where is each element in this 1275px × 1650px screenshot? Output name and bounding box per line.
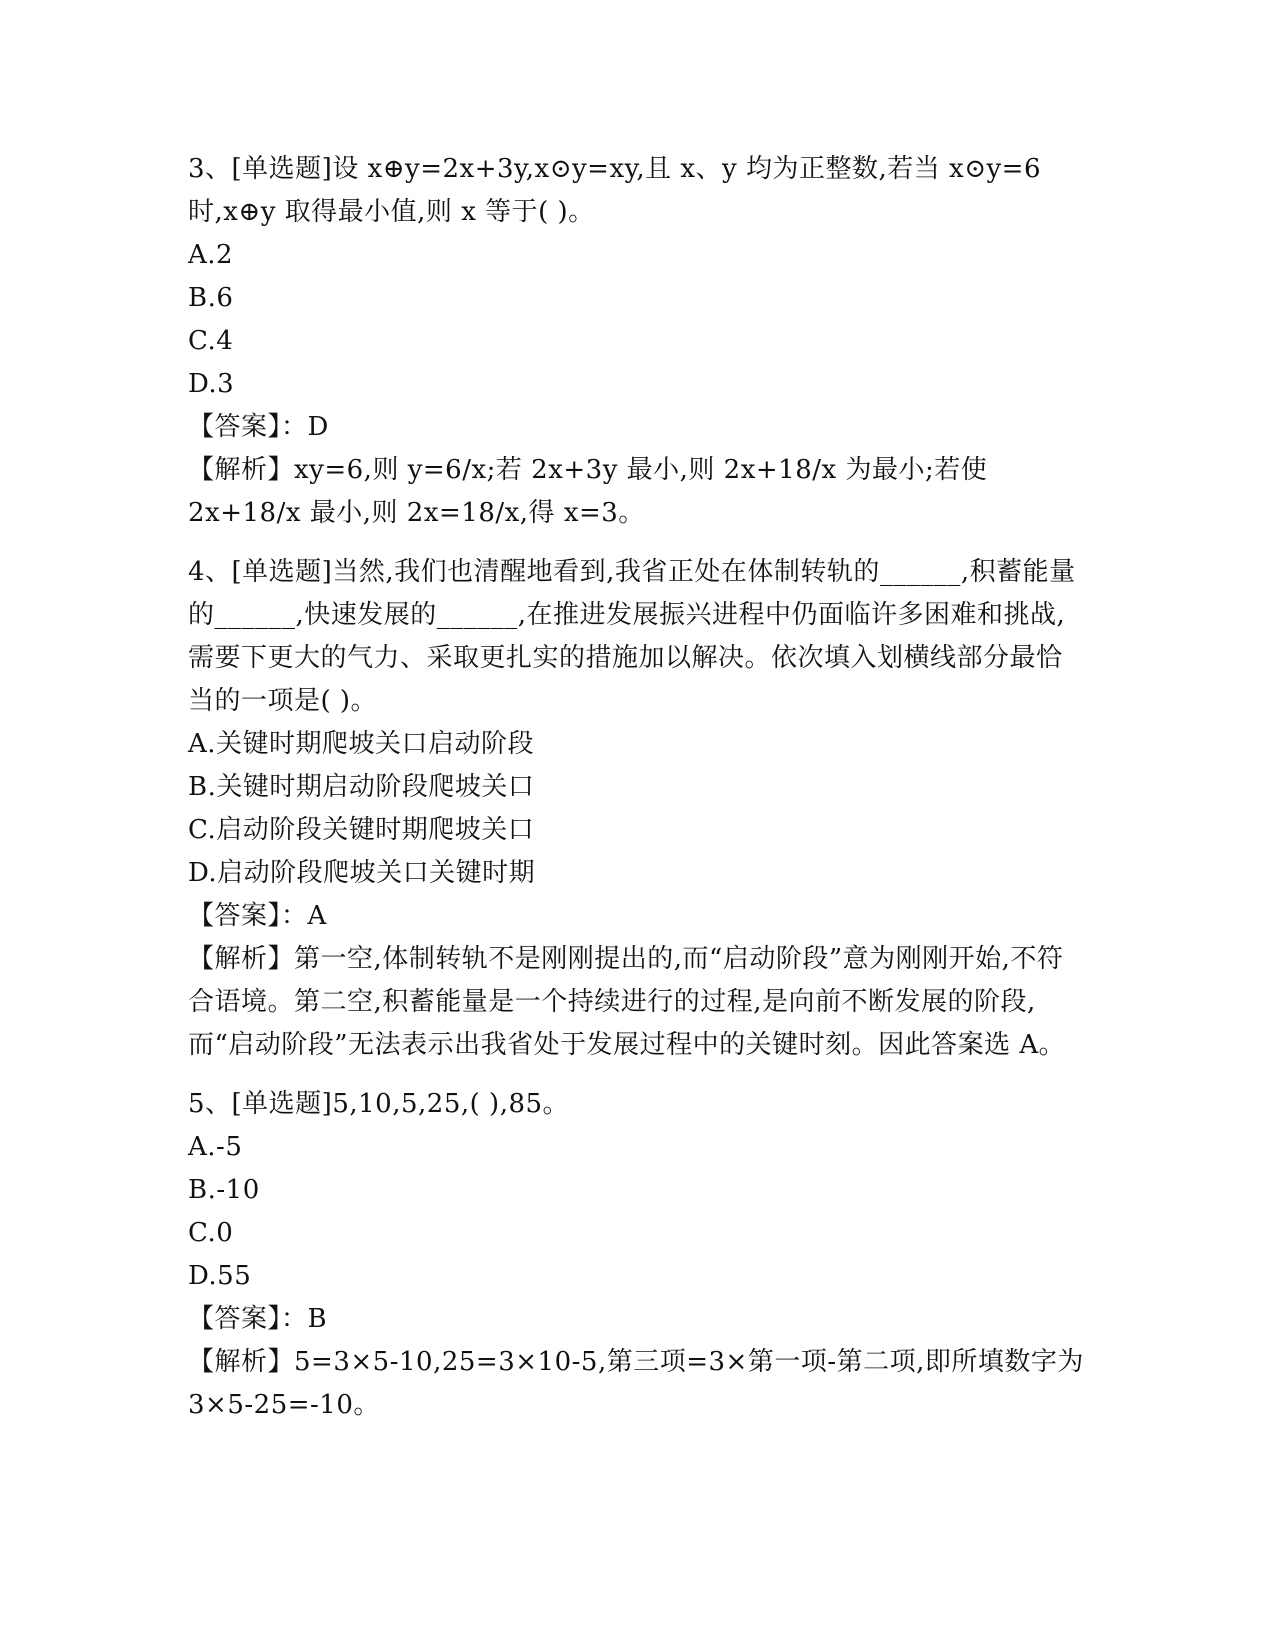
question-3 (188, 148, 1088, 535)
option-c: C.0 (188, 1218, 234, 1248)
option-d: D.55 (188, 1261, 252, 1291)
option-a: A.关键时期爬坡关口启动阶段 (188, 729, 535, 759)
option-b: B.-10 (188, 1175, 260, 1205)
option-a: A.2 (188, 240, 234, 270)
option-b: B.关键时期启动阶段爬坡关口 (188, 772, 535, 802)
question-5 (188, 1083, 1088, 1427)
question-stem: 4、[单选题]当然,我们也清醒地看到,我省正处在体制转轨的______,积蓄能量的______,快速发展的______,在推进发展振兴进程中仍面临许多困难和挑战,需要下更大的气力、采取更扎实的措施加以解决。依次填入划横线部分最恰当的一项是( )。 (188, 557, 1076, 716)
answer-line: 【答案】：B (188, 1304, 328, 1334)
option-c: C.4 (188, 326, 234, 356)
analysis-text: 【解析】第一空,体制转轨不是刚刚提出的,而“启动阶段”意为刚刚开始,不符合语境。第二空,积蓄能量是一个持续进行的过程,是向前不断发展的阶段,而“启动阶段”无法表示出我省处于发展过程中的关键时刻。因此答案选 A。 (188, 944, 1066, 1060)
option-d: D.3 (188, 369, 235, 399)
answer-line: 【答案】：D (188, 412, 329, 442)
question-4 (188, 551, 1088, 1067)
option-c: C.启动阶段关键时期爬坡关口 (188, 815, 535, 845)
question-stem: 5、[单选题]5,10,5,25,( ),85。 (188, 1089, 570, 1119)
answer-line: 【答案】：A (188, 901, 327, 931)
option-d: D.启动阶段爬坡关口关键时期 (188, 858, 536, 888)
document-page (188, 148, 1088, 1443)
option-b: B.6 (188, 283, 234, 313)
option-a: A.-5 (188, 1132, 243, 1162)
analysis-text: 【解析】5=3×5-10,25=3×10-5,第三项=3×第一项-第二项,即所填数字为 3×5-25=-10。 (188, 1347, 1084, 1420)
question-stem: 3、[单选题]设 x⊕y=2x+3y,x⊙y=xy,且 x、y 均为正整数,若当 x⊙y=6时,x⊕y 取得最小值,则 x 等于( )。 (188, 154, 1042, 227)
analysis-text: 【解析】xy=6,则 y=6/x;若 2x+3y 最小,则 2x+18/x 为最小;若使2x+18/x 最小,则 2x=18/x,得 x=3。 (188, 455, 988, 528)
